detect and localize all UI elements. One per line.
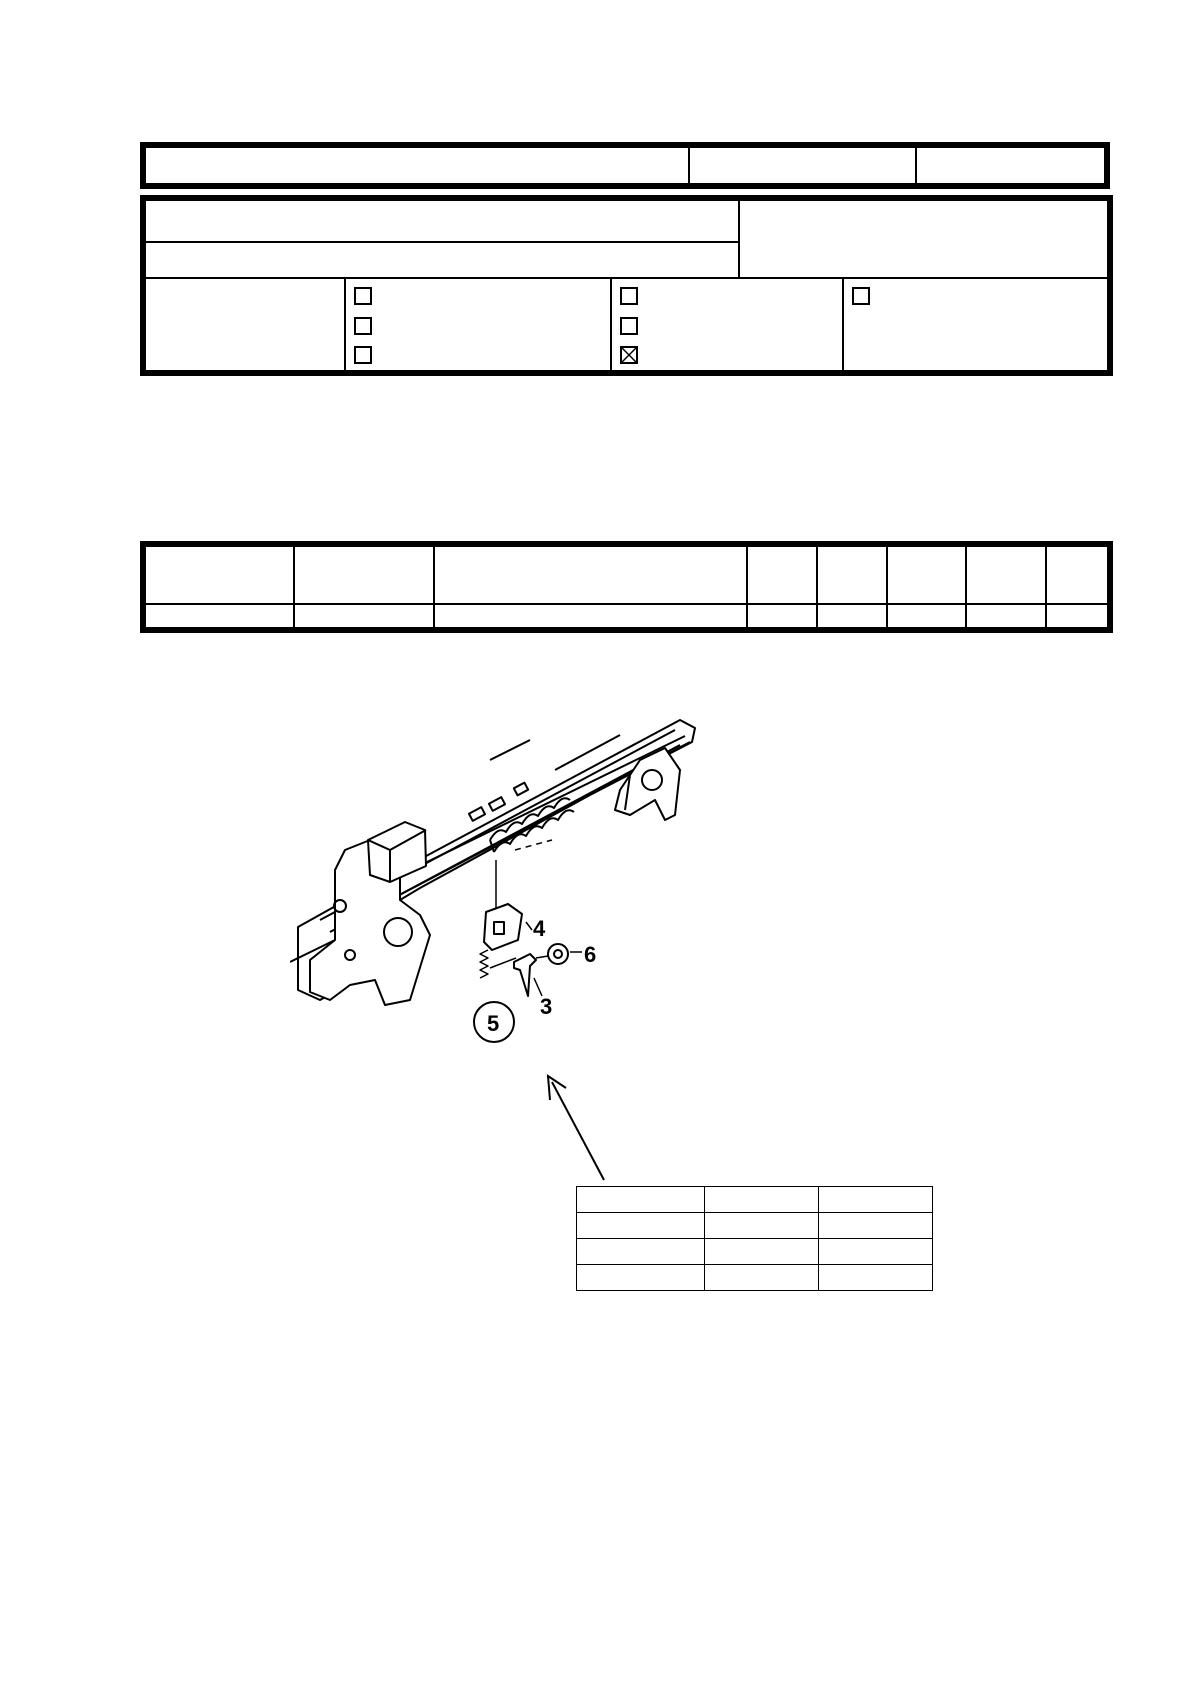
table-row	[577, 1213, 933, 1239]
info-block	[140, 195, 1113, 376]
table-cell	[577, 1213, 705, 1239]
checkbox-col-divider-3	[842, 279, 844, 370]
checkbox-col-divider-2	[610, 279, 612, 370]
callout-3: 3	[540, 994, 553, 1019]
exploded-view-figure	[290, 700, 710, 1120]
callout-table	[576, 1186, 933, 1291]
checkbox-1[interactable]	[354, 287, 372, 305]
table-cell	[819, 1187, 933, 1213]
header-col2-cell	[690, 148, 915, 183]
parts-col-divider-1	[293, 547, 295, 627]
info-right-cell	[740, 201, 1107, 277]
parts-col-divider-7	[1045, 547, 1047, 627]
parts-col-divider-5	[886, 547, 888, 627]
parts-col-divider-3	[746, 547, 748, 627]
callout-arrow	[540, 1074, 620, 1184]
table-row	[577, 1239, 933, 1265]
table-cell	[819, 1213, 933, 1239]
info-left-label	[146, 279, 344, 370]
part-5-spring-drawing	[480, 950, 516, 978]
parts-table-header-divider	[146, 603, 1107, 605]
checkbox-7[interactable]	[852, 287, 870, 305]
header-title-cell	[146, 148, 688, 183]
part-4-drawing	[484, 904, 522, 950]
checkbox-4[interactable]	[620, 287, 638, 305]
part-3-drawing	[514, 954, 536, 996]
table-cell	[577, 1265, 705, 1291]
table-cell	[704, 1187, 819, 1213]
info-line-2	[146, 243, 738, 277]
parts-col-divider-6	[965, 547, 967, 627]
checkbox-col-divider-1	[344, 279, 346, 370]
info-line-1	[146, 201, 738, 241]
parts-col-divider-4	[816, 547, 818, 627]
part-6-drawing	[536, 944, 582, 964]
checkbox-6-checked[interactable]	[620, 346, 638, 364]
cross-mark-icon	[622, 348, 636, 362]
parts-table	[140, 541, 1113, 633]
rail-assembly-drawing	[290, 720, 695, 1005]
callout-5: 5	[487, 1011, 500, 1036]
table-cell	[704, 1213, 819, 1239]
table-cell	[577, 1187, 705, 1213]
header-col3-cell	[917, 148, 1107, 183]
parts-col-divider-2	[433, 547, 435, 627]
callout-4: 4	[533, 916, 546, 941]
table-cell	[704, 1265, 819, 1291]
checkbox-3[interactable]	[354, 346, 372, 364]
table-row	[577, 1187, 933, 1213]
table-cell	[704, 1239, 819, 1265]
table-cell	[819, 1265, 933, 1291]
checkbox-5[interactable]	[620, 317, 638, 335]
table-cell	[819, 1239, 933, 1265]
table-row	[577, 1265, 933, 1291]
checkbox-2[interactable]	[354, 317, 372, 335]
header-row	[140, 142, 1110, 189]
callout-6: 6	[584, 942, 597, 967]
table-cell	[577, 1239, 705, 1265]
